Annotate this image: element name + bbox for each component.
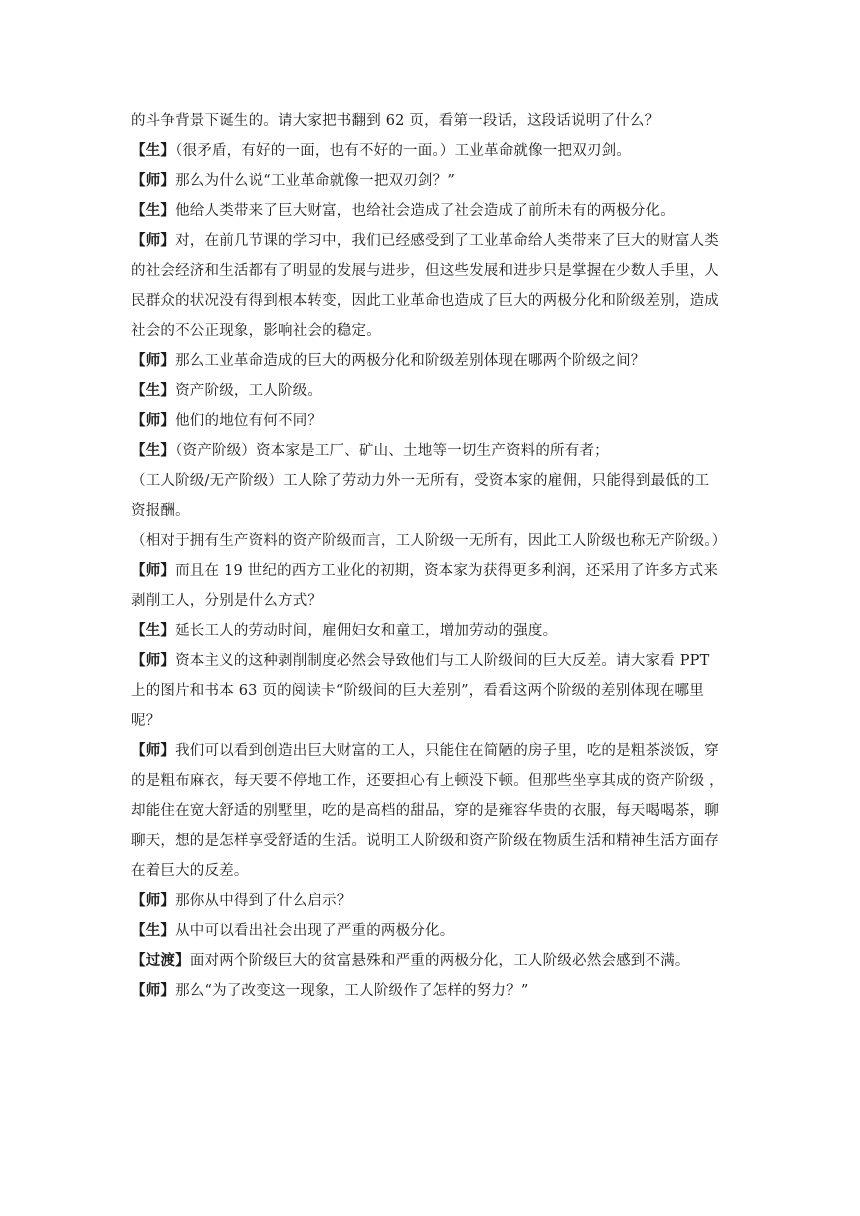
dialogue-line — [131, 556, 743, 586]
line-text: 呢？ — [131, 713, 161, 729]
dialogue-line — [131, 946, 743, 976]
speaker-tag: 【生】 — [131, 622, 176, 639]
speaker-tag: 【生】 — [131, 922, 176, 939]
dialogue-line — [131, 166, 743, 196]
line-text: 资报酬。 — [131, 503, 190, 519]
dialogue-line — [131, 736, 743, 766]
text-line — [131, 286, 743, 316]
text-line — [131, 466, 743, 496]
text-line — [131, 706, 743, 736]
speaker-tag: 【生】 — [131, 142, 176, 159]
line-text: 的社会经济和生活都有了明显的发展与进步，但这些发展和进步只是掌握在少数人手里，人 — [131, 263, 719, 279]
line-text: 他给人类带来了巨大财富，也给社会造成了社会造成了前所未有的两极分化。 — [175, 203, 675, 219]
speaker-tag: 【师】 — [131, 982, 176, 999]
speaker-tag: 【生】 — [131, 202, 176, 219]
dialogue-line — [131, 136, 743, 166]
line-text: 的是粗布麻衣，每天要不停地工作，还要担心有上顿没下顿。但那些坐享其成的资产阶级 ， — [131, 773, 724, 789]
line-text: 聊天，想的是怎样享受舒适的生活。说明工人阶级和资产阶级在物质生活和精神生活方面存 — [131, 833, 719, 849]
line-text: 延长工人的劳动时间，雇佣妇女和童工，增加劳动的强度。 — [175, 623, 558, 639]
text-line — [131, 766, 743, 796]
dialogue-line — [131, 616, 743, 646]
speaker-tag: 【师】 — [131, 742, 176, 759]
speaker-tag: 【师】 — [131, 232, 176, 249]
speaker-tag: 【过渡】 — [131, 952, 190, 969]
line-text: 而且在 19 世纪的西方工业化的初期，资本家为获得更多利润，还采用了许多方式来 — [175, 563, 719, 579]
dialogue-line — [131, 196, 743, 226]
dialogue-line — [131, 346, 743, 376]
line-text: 却能住在宽大舒适的别墅里，吃的是高档的甜品，穿的是雍容华贵的衣服，每天喝喝茶，聊 — [131, 803, 719, 819]
text-line — [131, 676, 743, 706]
line-text: 我们可以看到创造出巨大财富的工人，只能住在简陋的房子里，吃的是粗茶淡饭，穿 — [175, 743, 720, 759]
dialogue-line — [131, 976, 743, 1006]
line-text: 民群众的状况没有得到根本转变，因此工业革命也造成了巨大的两极分化和阶级差别，造成 — [131, 293, 719, 309]
speaker-tag: 【生】 — [131, 442, 176, 459]
speaker-tag: 【师】 — [131, 412, 176, 429]
text-line — [131, 856, 743, 886]
line-text: 对，在前几节课的学习中，我们已经感受到了工业革命给人类带来了巨大的财富人类 — [175, 233, 720, 249]
line-text: 他们的地位有何不同？ — [175, 413, 323, 429]
line-text: 剥削工人，分别是什么方式？ — [131, 593, 323, 609]
speaker-tag: 【师】 — [131, 562, 176, 579]
dialogue-line — [131, 376, 743, 406]
speaker-tag: 【师】 — [131, 652, 176, 669]
dialogue-line — [131, 406, 743, 436]
speaker-tag: 【师】 — [131, 352, 176, 369]
dialogue-line — [131, 916, 743, 946]
line-text: 上的图片和书本 63 页的阅读卡“阶级间的巨大差别”，看看这两个阶级的差别体现在哪里 — [131, 683, 704, 699]
speaker-tag: 【师】 — [131, 892, 176, 909]
text-line — [131, 826, 743, 856]
speaker-tag: 【生】 — [131, 382, 176, 399]
line-text: 的斗争背景下诞生的。请大家把书翻到 62 页，看第一段话，这段话说明了什么？ — [131, 113, 660, 129]
dialogue-line — [131, 886, 743, 916]
line-text: （很矛盾，有好的一面，也有不好的一面。）工业革命就像一把双刃剑。 — [175, 143, 632, 159]
line-text: 那么工业革命造成的巨大的两极分化和阶级差别体现在哪两个阶级之间？ — [175, 353, 646, 369]
dialogue-line — [131, 646, 743, 676]
line-text: （相对于拥有生产资料的资产阶级而言，工人阶级一无所有，因此工人阶级也称无产阶级。） — [131, 533, 727, 549]
text-line — [131, 586, 743, 616]
dialogue-line — [131, 436, 743, 466]
speaker-tag: 【师】 — [131, 172, 176, 189]
text-line — [131, 496, 743, 526]
text-line — [131, 796, 743, 826]
document-body — [131, 106, 743, 1006]
line-text: 资本主义的这种剥削制度必然会导致他们与工人阶级间的巨大反差。请大家看 PPT — [175, 653, 710, 669]
line-text: 社会的不公正现象，影响社会的稳定。 — [131, 323, 381, 339]
line-text: 面对两个阶级巨大的贫富悬殊和严重的两极分化，工人阶级必然会感到不满。 — [189, 953, 690, 969]
line-text: 那你从中得到了什么启示？ — [175, 893, 352, 909]
line-text: 从中可以看出社会出现了严重的两极分化。 — [175, 923, 455, 939]
text-line — [131, 526, 743, 556]
line-text: 那么“为了改变这一现象，工人阶级作了怎样的努力？” — [175, 983, 529, 999]
dialogue-line — [131, 226, 743, 256]
line-text: 资产阶级，工人阶级。 — [175, 383, 323, 399]
line-text: 在着巨大的反差。 — [131, 863, 249, 879]
text-line — [131, 316, 743, 346]
line-text: （工人阶级/无产阶级）工人除了劳动力外一无所有，受资本家的雇佣，只能得到最低的工 — [131, 473, 710, 489]
text-line — [131, 106, 743, 136]
line-text: 那么为什么说“工业革命就像一把双刃剑？” — [175, 173, 455, 189]
text-line — [131, 256, 743, 286]
line-text: （资产阶级）资本家是工厂、矿山、土地等一切生产资料的所有者； — [175, 443, 609, 459]
